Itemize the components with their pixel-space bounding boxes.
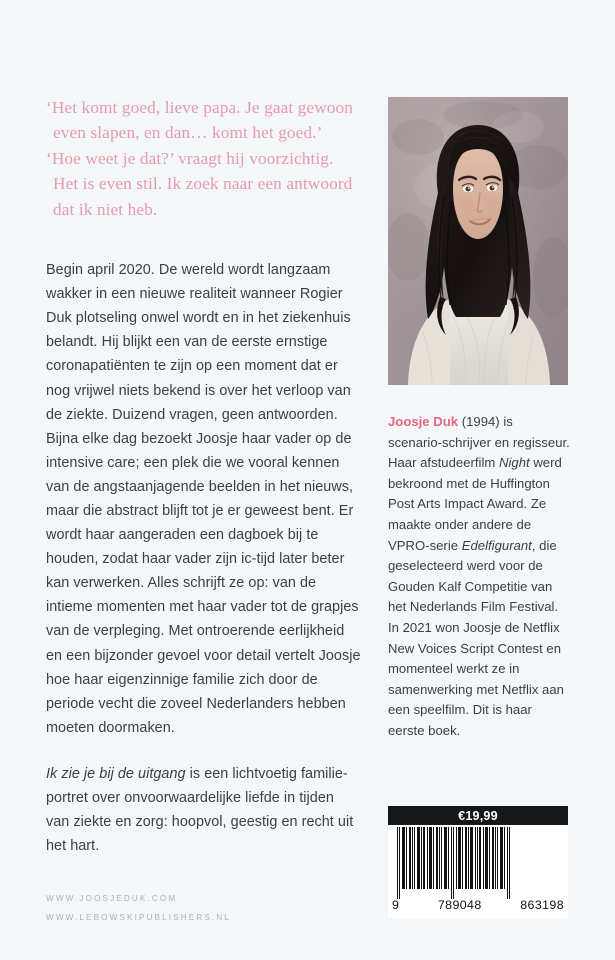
isbn-group-one: 789048 (437, 898, 482, 912)
isbn-digits (388, 898, 568, 912)
author-portrait-illustration (388, 97, 568, 385)
pull-quote (46, 95, 361, 222)
film-title-night: Night (499, 455, 530, 471)
blurb-paragraph-one: Begin april 2020. De wereld wordt langzaam wakker in een nieuwe realiteit wanneer Rogier Duk plotseling onwel wordt en in het ziekenhuis belandt. Hij blijkt een van de eerste ernstige coronapatiënten te zijn op een moment dat er nog vrijwel niets bekend is over het verloop van de ziekte. Duizend vragen, geen antwoorden. Bijna elke dag bezoekt Joosje haar vader op de intensive care; een plek die we vooral kennen van de angstaanjagende beelden in het nieuws, maar die abstract blijft tot je er geweest bent. Er wordt haar aangeraden een dagboek bij te houden, zodat haar vader zijn ic-tijd later beter kan verwerken. Alles schrijft ze op: van de intieme momenten met haar vader tot de grapjes van de verpleging. Met ontroerende eerlijkheid en een bijzonder gevoel voor detail vertelt Joosje hoe haar eigenzinnige familie zich door de periode vecht die zoveel Nederlanders hebben moeten doormaken. (46, 262, 361, 736)
website-urls (46, 889, 231, 927)
author-photo (388, 97, 568, 385)
isbn-group-two: 863198 (520, 898, 564, 912)
pull-quote-line: dat ik niet heb. (53, 199, 158, 219)
author-website-url: WWW.JOOSJEDUK.COM (46, 894, 178, 903)
series-title-edelfigurant: Edelfigurant (461, 537, 532, 553)
author-bio (388, 412, 570, 742)
pull-quote-line: ‘Het komt goed, lieve papa. Je gaat gewoon (46, 98, 354, 117)
barcode-block (388, 806, 568, 918)
bio-segment-1: (1994) is scenario-schrijver en regisseur. Haar afstudeerfilm (388, 414, 570, 471)
bio-segment-2: werd bekroond met de Huffington Post Arts Impact Award. Ze maakte onder andere de VPRO-serie (388, 455, 562, 553)
blurb-paragraph-two (46, 762, 361, 858)
price-label: €19,99 (388, 806, 568, 825)
isbn-lead-digit: 9 (392, 898, 400, 912)
left-text-column (46, 95, 361, 858)
publisher-website-url: WWW.LEBOWSKIPUBLISHERS.NL (46, 913, 231, 922)
bio-segment-3: , die geselecteerd werd voor de Gouden Kalf Competitie van het Nederlands Film Festival. In 2021 won Joosje de Netflix New Voices Script Contest en momenteel werkt ze in samenwerking met Netflix aan een speelfilm. Dit is haar eerste boek. (388, 537, 564, 738)
blurb-paragraph-two-rest: is een lichtvoetig familie-portret over onvoorwaardelijke liefde in tijden van ziekte en zorg: hoopvol, geestig en recht uit het hart. (46, 765, 354, 855)
barcode-bars (394, 827, 562, 899)
author-name: Joosje Duk (388, 414, 459, 430)
pull-quote-line: even slapen, en dan… komt het goed.’ (53, 123, 323, 143)
pull-quote-line: ‘Hoe weet je dat?’ vraagt hij voorzichtig. (46, 148, 334, 168)
book-title-italic: Ik zie je bij de uitgang (46, 765, 186, 782)
pull-quote-line: Het is even stil. Ik zoek naar een antwoord (53, 174, 353, 194)
